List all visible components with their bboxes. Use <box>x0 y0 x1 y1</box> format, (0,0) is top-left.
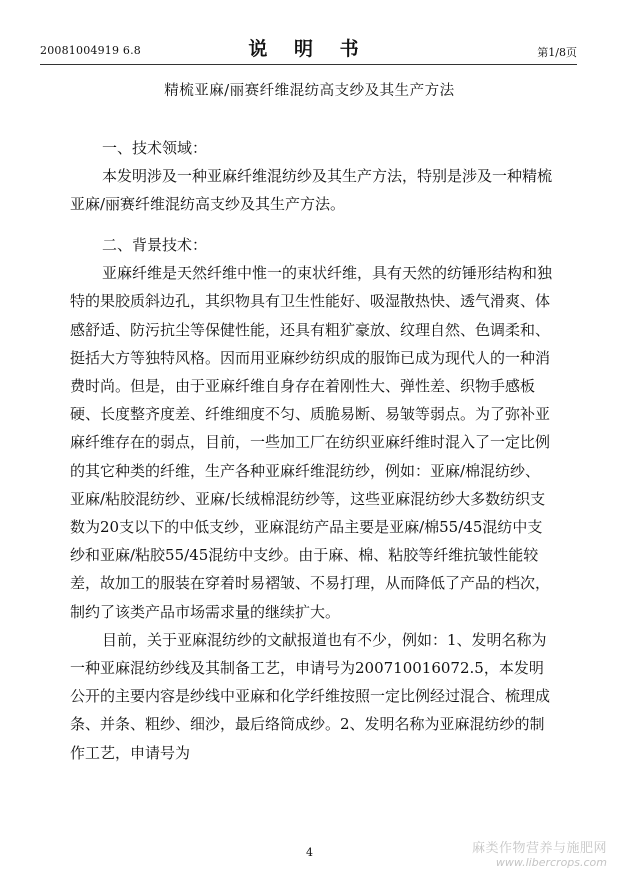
document-number: 20081004919 6.8 <box>40 44 141 57</box>
section-heading: 二、背景技术： <box>102 236 208 254</box>
paragraph: 亚麻纤维是天然纤维中惟一的束状纤维，具有天然的纺锤形结构和独特的果胶质斜边孔，其织物具有卫生性能好、吸湿散热快、透气滑爽、体感舒适、防污抗尘等保健性能，还具有粗犷豪放、纹理自然、色调柔和、挺括大方等独特风格。因而用亚麻纱纺织成的服饰已成为现代人的一种消费时尚。但是，由于亚麻纤维自身存在着刚性大、弹性差、织物手感板硬、长度整齐度差、纤维细度不匀、质脆易断、易皱等弱点。为了弥补亚麻纤维存在的弱点，目前，一些加工厂在纺织亚麻纤维时混入了一定比例的其它种类的纤维，生产各种亚麻纤维混纺纱，例如：亚麻/棉混纺纱、亚麻/粘胶混纺纱、亚麻/长绒棉混纺纱等，这些亚麻混纺纱大多数纺织支数为20支以下的中低支纱，亚麻混纺产品主要是亚麻/棉55/45混纺中支纱和亚麻/粘胶55/45混纺中支纱。由于麻、棉、粘胶等纤维抗皱性能较差，故加工的服装在穿着时易褶皱、不易打理，从而降低了产品的档次，制约了该类产品市场需求量的继续扩大。 <box>70 264 553 621</box>
page-number: 4 <box>306 846 313 859</box>
watermark <box>472 837 607 869</box>
section-background <box>70 231 552 767</box>
section-technical-field <box>70 134 552 219</box>
document-title: 精梳亚麻/丽赛纤维混纺高支纱及其生产方法 <box>164 83 455 99</box>
paragraph: 目前，关于亚麻混纺纱的文献报道也有不少，例如：1、发明名称为一种亚麻混纺纱线及其制备工艺，申请号为200710016072.5，本发明公开的主要内容是纱线中亚麻和化学纤维按照一定比例经过混合、梳理成条、并条、粗纱、细沙，最后络筒成纱。2、发明名称为亚麻混纺纱的制作工艺，申请号为 <box>70 630 551 762</box>
page-header <box>40 32 577 62</box>
header-divider <box>40 64 577 65</box>
header-title: 说 明 书 <box>248 38 369 60</box>
watermark-text: 麻类作物营养与施肥网 <box>471 841 607 856</box>
page-indicator: 第1/8页 <box>537 46 577 59</box>
section-heading: 一、技术领域： <box>102 139 208 157</box>
watermark-url: www.libercrops.com <box>495 856 607 869</box>
paragraph: 本发明涉及一种亚麻纤维混纺纱及其生产方法，特别是涉及一种精梳亚麻/丽赛纤维混纺高支纱及其生产方法。 <box>70 167 553 214</box>
